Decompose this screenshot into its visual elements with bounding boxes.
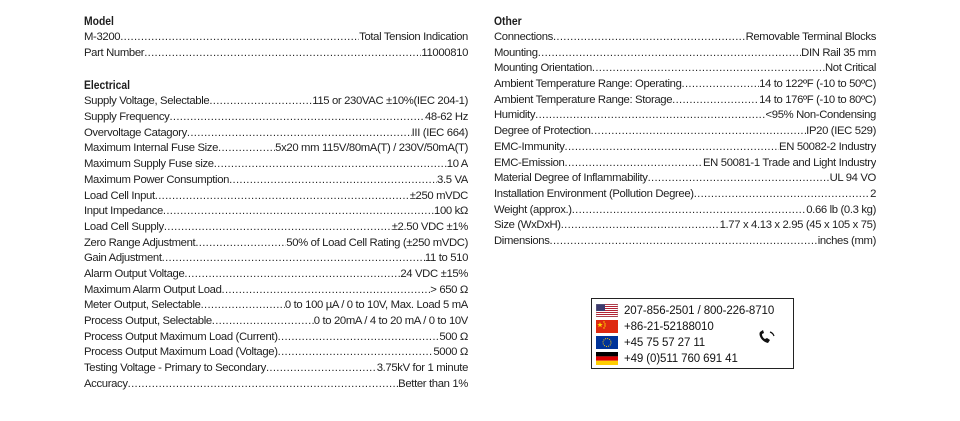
spec-row [84,236,468,252]
spec-row [84,30,468,46]
spec-row [84,298,468,314]
spec-value: 0 to 100 µA / 0 to 10V, Max. Load 5 mA [284,299,468,312]
dot-leader [535,108,765,124]
spec-label: Humidity [494,109,536,122]
spec-row [84,94,468,110]
spec-value: 500 Ω [439,330,468,343]
spec-label: Maximum Supply Fuse size [84,158,214,171]
dot-leader [592,61,825,77]
dot-leader [212,314,314,330]
spec-label: Overvoltage Catagory [84,126,187,139]
spec-value: Removable Terminal Blocks [745,31,876,43]
spec-value: <95% Non-Condensing [765,109,876,122]
phone-china: +86-21-52188010 [624,320,714,333]
spec-value: IP20 (IEC 529) [806,125,876,138]
spec-label: Ambient Temperature Range: Operating [494,78,682,91]
china-flag-icon [596,320,618,333]
spec-value: 3.5 VA [437,173,468,186]
spec-label: Maximum Internal Fuse Size [84,142,219,155]
spec-row [494,46,876,62]
right-column [494,15,876,250]
spec-value: 14 to 176ºF (-10 to 80ºC) [759,93,876,106]
electrical-list [84,94,468,392]
dot-leader [120,30,359,46]
spec-row [84,204,468,220]
spec-label: Mounting Orientation [494,62,592,75]
spec-value: ±2.50 VDC ±1% [391,220,468,233]
electrical-heading: Electrical [84,80,131,93]
spec-row [494,171,876,187]
spec-label: Supply Voltage, Selectable [84,95,210,108]
dot-leader [169,110,424,126]
spec-label: Maximum Power Consumption [84,173,230,186]
contact-row-us [596,303,774,318]
spec-row [84,314,468,330]
dot-leader [266,361,377,377]
spec-label: Load Cell Input [84,189,155,202]
dot-leader [694,187,870,203]
spec-row [84,157,468,173]
dot-leader [565,156,703,172]
spec-value: 50% of Load Cell Rating (±250 mVDC) [286,236,468,249]
spec-value: Not Critical [824,62,876,75]
other-list [494,30,876,250]
dot-leader [163,204,434,220]
spec-value: inches (mm) [817,234,876,247]
spec-row [84,330,468,346]
spec-label: EMC-Emission [494,156,565,169]
spec-value: 10 A [446,158,468,171]
dot-leader [162,251,425,267]
spec-value: 5000 Ω [433,346,468,359]
spec-row [494,218,876,234]
spec-row [494,187,876,203]
spec-value: DIN Rail 35 mm [801,46,876,59]
spec-row [84,110,468,126]
spec-label: Material Degree of Inflammability [494,172,648,185]
spec-value: > 650 Ω [430,283,468,296]
spec-row [84,126,468,142]
spec-value: 24 VDC ±15% [400,267,468,280]
dot-leader [222,283,431,299]
spec-row [494,77,876,93]
dot-leader [682,77,760,93]
telephone-icon [757,329,777,350]
spec-value: 5x20 mm 115V/80mA(T) / 230V/50mA(T) [275,142,468,155]
dot-leader [229,173,437,189]
spec-value: 2 [870,187,876,200]
spec-row [494,140,876,156]
spec-label: EMC-Immunity [494,140,565,153]
dot-leader [538,46,801,62]
germany-flag-icon [596,352,618,365]
spec-value: 100 kΩ [434,205,468,218]
spec-row [494,203,876,219]
spec-row [494,30,876,46]
dot-leader [648,171,830,187]
phone-eu: +45 75 57 27 11 [624,336,706,349]
spec-label: Process Output Maximum Load (Current) [84,330,278,343]
spec-label: Installation Environment (Pollution Degree) [494,187,694,200]
dot-leader [561,218,720,234]
dot-leader [553,30,746,46]
spec-row [84,189,468,205]
dot-leader [184,267,400,283]
spec-label: Degree of Protection [494,125,591,138]
spec-value: EN 50082-2 Industry [779,140,876,153]
spec-row [84,377,468,393]
spec-label: M-3200 [84,31,121,43]
spec-row [84,141,468,157]
model-list [84,30,468,61]
dot-leader [565,140,780,156]
dot-leader [550,234,818,250]
dot-leader [278,330,440,346]
dot-leader [187,126,412,142]
spec-value: 0 to 20mA / 4 to 20 mA / 0 to 10V [313,315,468,327]
model-heading: Model [84,16,114,28]
spec-value: 0.66 lb (0.3 kg) [806,203,876,216]
spec-row [494,61,876,77]
eu-flag-icon [596,336,618,349]
phone-germany: +49 (0)511 760 691 41 [624,352,738,365]
spec-label: Dimensions [494,234,550,247]
spec-value: Total Tension Indication [359,31,468,43]
contact-box [591,298,794,369]
spec-label: Process Output Maximum Load (Voltage) [84,346,278,359]
spec-label: Ambient Temperature Range: Storage [494,93,673,106]
spec-row [84,361,468,377]
spec-value: 115 or 230VAC ±10%(IEC 204-1) [312,95,468,108]
spec-value: 11000810 [421,46,468,59]
dot-leader [128,377,398,393]
dot-leader [218,141,275,157]
spec-label: Weight (approx.) [494,203,572,216]
dot-leader [278,345,434,361]
spec-label: Gain Adjustment [84,252,162,265]
spec-value: 3.75kV for 1 minute [376,362,468,375]
left-column [84,15,468,392]
spec-row [84,345,468,361]
dot-leader [214,157,447,173]
spec-value: 1.77 x 4.13 x 2.95 (45 x 105 x 75) [719,219,876,232]
spec-value: UL 94 VO [829,172,876,185]
spec-row [494,93,876,109]
spec-label: Meter Output, Selectable [84,299,201,312]
spec-row [84,173,468,189]
spec-value: III (IEC 664) [411,126,468,139]
spec-value: 48-62 Hz [424,111,468,124]
spec-label: Load Cell Supply [84,220,164,233]
spec-row [84,283,468,299]
dot-leader [572,203,807,219]
spec-row [84,267,468,283]
dot-leader [155,189,410,205]
spec-label: Maximum Alarm Output Load [84,283,222,296]
spec-label: Zero Range Adjustment [84,236,196,249]
dot-leader [164,220,392,236]
contact-row-germany [596,351,738,366]
spec-row [494,156,876,172]
spec-value: Better than 1% [398,377,468,390]
spec-label: Supply Frequency [84,111,170,124]
spec-row [494,124,876,140]
spec-row [84,220,468,236]
us-flag-icon [596,304,618,317]
spec-value: 11 to 510 [424,252,468,265]
spec-value: EN 50081-1 Trade and Light Industry [702,156,876,169]
spec-row [84,46,468,62]
dot-leader [209,94,312,110]
spec-label: Size (WxDxH) [494,219,561,232]
spec-value: 14 to 122ºF (-10 to 50ºC) [759,78,876,91]
spec-label: Accuracy [84,377,128,390]
spec-row [494,108,876,124]
spec-label: Part Number [84,46,145,59]
contact-row-eu [596,335,705,350]
spec-label: Process Output, Selectable [84,315,212,327]
phone-us: 207-856-2501 / 800-226-8710 [624,304,775,317]
spec-row [494,234,876,250]
contact-row-china [596,319,714,334]
spec-label: Alarm Output Voltage [84,267,185,280]
dot-leader [591,124,807,140]
spec-label: Mounting [494,46,538,59]
spec-label: Connections [494,31,553,43]
spec-row [84,251,468,267]
spec-label: Input Impedance [84,205,163,218]
dot-leader [195,236,286,252]
dot-leader [672,93,759,109]
spec-label: Testing Voltage - Primary to Secondary [84,362,266,375]
other-heading: Other [494,16,522,28]
dot-leader [201,298,285,314]
dot-leader [144,46,421,62]
spec-value: ±250 mVDC [409,189,468,202]
